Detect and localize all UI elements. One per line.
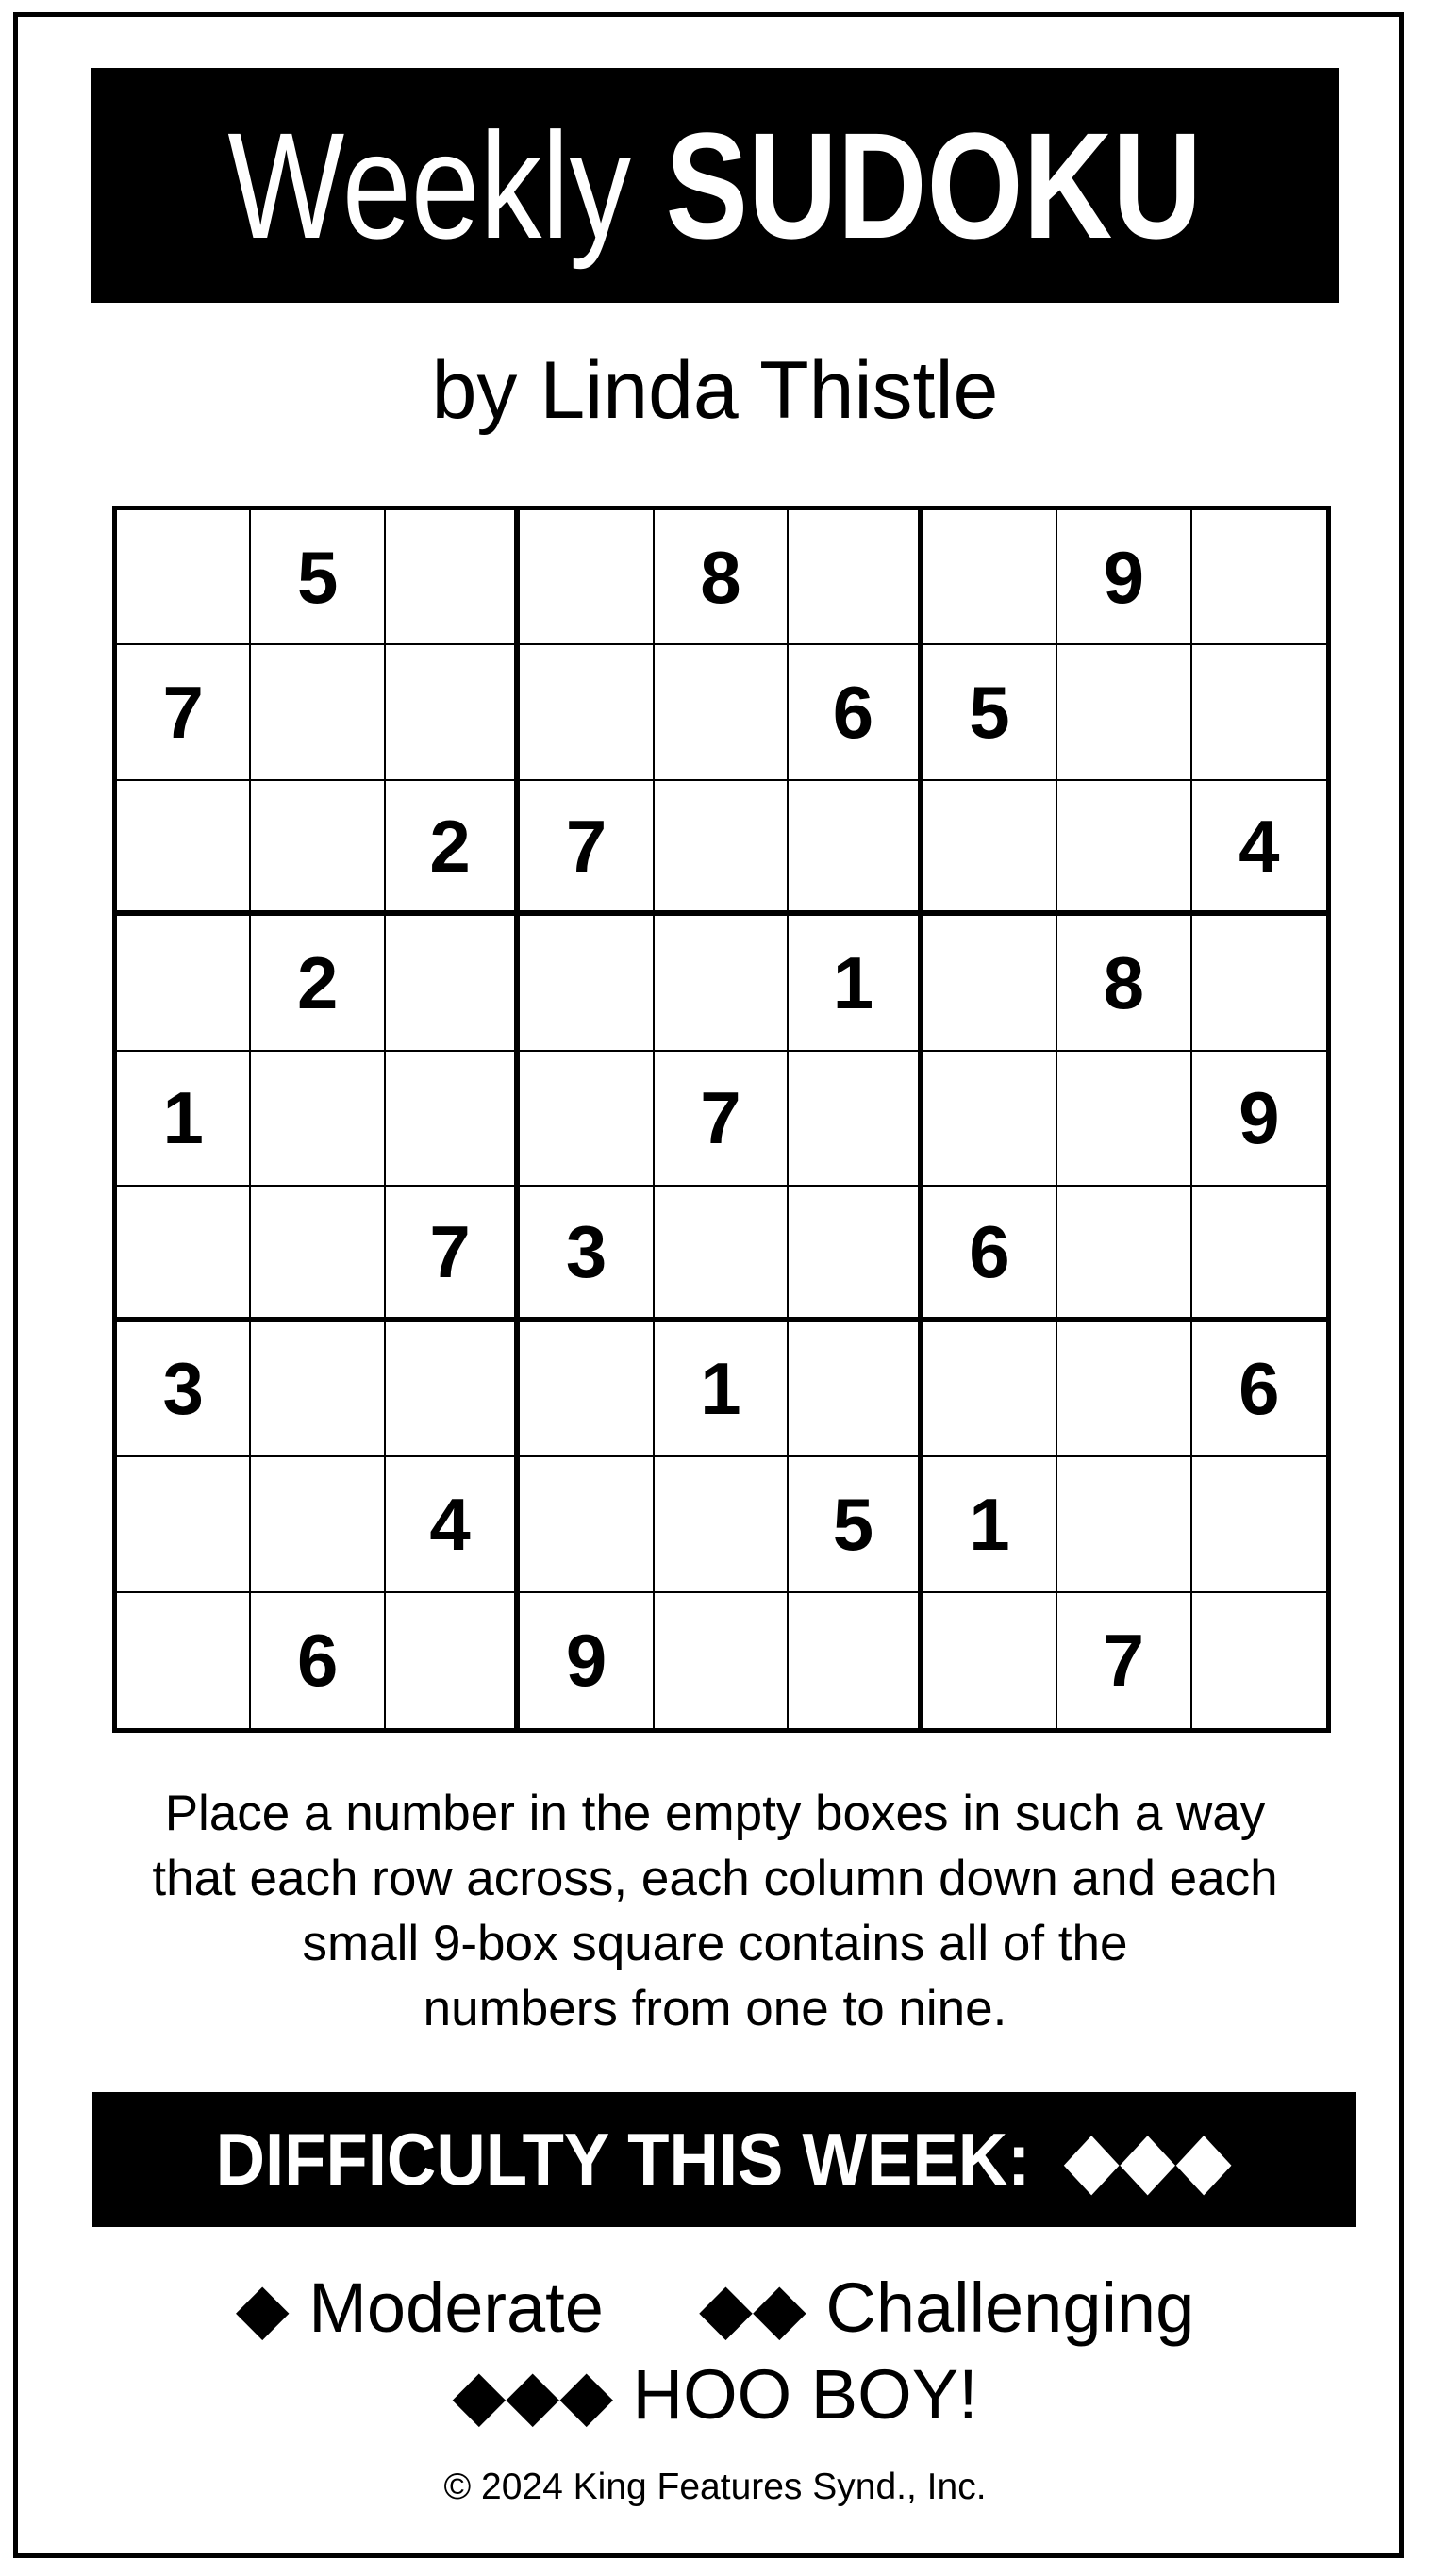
hoo-boy-label: HOO BOY!	[632, 2355, 978, 2434]
given-cell: 3	[520, 1187, 654, 1321]
instructions-line: small 9-box square contains all of the	[302, 1916, 1128, 1971]
empty-cell[interactable]	[655, 1457, 789, 1592]
title-sudoku: SUDOKU	[665, 100, 1202, 270]
empty-cell[interactable]	[1057, 1322, 1191, 1457]
empty-cell[interactable]	[251, 781, 385, 916]
given-cell: 7	[117, 645, 251, 780]
empty-cell[interactable]	[117, 1187, 251, 1321]
given-cell: 4	[386, 1457, 520, 1592]
empty-cell[interactable]	[655, 645, 789, 780]
difficulty-banner	[92, 2092, 1356, 2227]
difficulty-legend-row-2	[0, 2352, 1430, 2437]
empty-cell[interactable]	[520, 1322, 654, 1457]
empty-cell[interactable]	[789, 1052, 923, 1187]
empty-cell[interactable]	[386, 645, 520, 780]
empty-cell[interactable]	[520, 1457, 654, 1592]
empty-cell[interactable]	[1192, 1593, 1326, 1728]
difficulty-label: DIFFICULTY THIS WEEK:	[215, 2118, 1031, 2201]
empty-cell[interactable]	[1192, 1457, 1326, 1592]
instructions-line: numbers from one to nine.	[423, 1981, 1007, 2036]
difficulty-rating-diamond-icons: ◆◆◆	[1065, 2118, 1234, 2201]
byline: by Linda Thistle	[431, 345, 999, 436]
empty-cell[interactable]	[386, 1322, 520, 1457]
empty-cell[interactable]	[655, 781, 789, 916]
instructions	[57, 1781, 1373, 2041]
empty-cell[interactable]	[655, 916, 789, 1051]
empty-cell[interactable]	[251, 1322, 385, 1457]
copyright: © 2024 King Features Synd., Inc.	[443, 2467, 987, 2507]
empty-cell[interactable]	[1192, 645, 1326, 780]
given-cell: 9	[1192, 1052, 1326, 1187]
given-cell: 6	[251, 1593, 385, 1728]
given-cell: 7	[386, 1187, 520, 1321]
difficulty-text	[215, 2117, 1233, 2202]
empty-cell[interactable]	[251, 1457, 385, 1592]
empty-cell[interactable]	[1057, 1457, 1191, 1592]
empty-cell[interactable]	[251, 1052, 385, 1187]
given-cell: 9	[1057, 510, 1191, 645]
empty-cell[interactable]	[117, 1457, 251, 1592]
given-cell: 4	[1192, 781, 1326, 916]
given-cell: 7	[655, 1052, 789, 1187]
moderate-diamond-icon: ◆	[235, 2269, 290, 2347]
empty-cell[interactable]	[923, 1052, 1057, 1187]
empty-cell[interactable]	[386, 510, 520, 645]
empty-cell[interactable]	[386, 1052, 520, 1187]
empty-cell[interactable]	[117, 510, 251, 645]
given-cell: 2	[386, 781, 520, 916]
title-weekly: Weekly	[227, 100, 631, 270]
given-cell: 1	[789, 916, 923, 1051]
empty-cell[interactable]	[923, 1322, 1057, 1457]
given-cell: 5	[789, 1457, 923, 1592]
given-cell: 2	[251, 916, 385, 1051]
given-cell: 3	[117, 1322, 251, 1457]
given-cell: 8	[655, 510, 789, 645]
empty-cell[interactable]	[789, 510, 923, 645]
empty-cell[interactable]	[789, 1322, 923, 1457]
empty-cell[interactable]	[789, 1593, 923, 1728]
empty-cell[interactable]	[923, 781, 1057, 916]
challenging-diamond-icons: ◆◆	[698, 2269, 806, 2347]
empty-cell[interactable]	[520, 645, 654, 780]
instructions-line: that each row across, each column down and each	[152, 1851, 1278, 1906]
empty-cell[interactable]	[117, 916, 251, 1051]
difficulty-legend-row-1	[0, 2266, 1430, 2351]
given-cell: 1	[923, 1457, 1057, 1592]
given-cell: 6	[789, 645, 923, 780]
sudoku-grid	[112, 506, 1331, 1733]
given-cell: 9	[520, 1593, 654, 1728]
empty-cell[interactable]	[251, 645, 385, 780]
page-title	[227, 100, 1202, 270]
empty-cell[interactable]	[923, 916, 1057, 1051]
instructions-line: Place a number in the empty boxes in such a way	[164, 1786, 1266, 1841]
empty-cell[interactable]	[251, 1187, 385, 1321]
challenging-label: Challenging	[825, 2269, 1195, 2347]
given-cell: 6	[923, 1187, 1057, 1321]
empty-cell[interactable]	[923, 510, 1057, 645]
given-cell: 6	[1192, 1322, 1326, 1457]
empty-cell[interactable]	[1057, 781, 1191, 916]
empty-cell[interactable]	[789, 781, 923, 916]
empty-cell[interactable]	[520, 916, 654, 1051]
moderate-label: Moderate	[308, 2269, 604, 2347]
empty-cell[interactable]	[655, 1187, 789, 1321]
empty-cell[interactable]	[789, 1187, 923, 1321]
given-cell: 1	[117, 1052, 251, 1187]
empty-cell[interactable]	[655, 1593, 789, 1728]
empty-cell[interactable]	[520, 1052, 654, 1187]
given-cell: 5	[251, 510, 385, 645]
empty-cell[interactable]	[1057, 1052, 1191, 1187]
empty-cell[interactable]	[520, 510, 654, 645]
given-cell: 1	[655, 1322, 789, 1457]
empty-cell[interactable]	[386, 1593, 520, 1728]
empty-cell[interactable]	[1192, 1187, 1326, 1321]
given-cell: 7	[520, 781, 654, 916]
empty-cell[interactable]	[117, 781, 251, 916]
given-cell: 8	[1057, 916, 1191, 1051]
hoo-boy-diamond-icons: ◆◆◆	[452, 2355, 614, 2434]
empty-cell[interactable]	[1192, 916, 1326, 1051]
empty-cell[interactable]	[923, 1593, 1057, 1728]
empty-cell[interactable]	[1192, 510, 1326, 645]
empty-cell[interactable]	[386, 916, 520, 1051]
empty-cell[interactable]	[1057, 1187, 1191, 1321]
given-cell: 7	[1057, 1593, 1191, 1728]
title-banner	[91, 68, 1339, 303]
given-cell: 5	[923, 645, 1057, 780]
empty-cell[interactable]	[1057, 645, 1191, 780]
empty-cell[interactable]	[117, 1593, 251, 1728]
